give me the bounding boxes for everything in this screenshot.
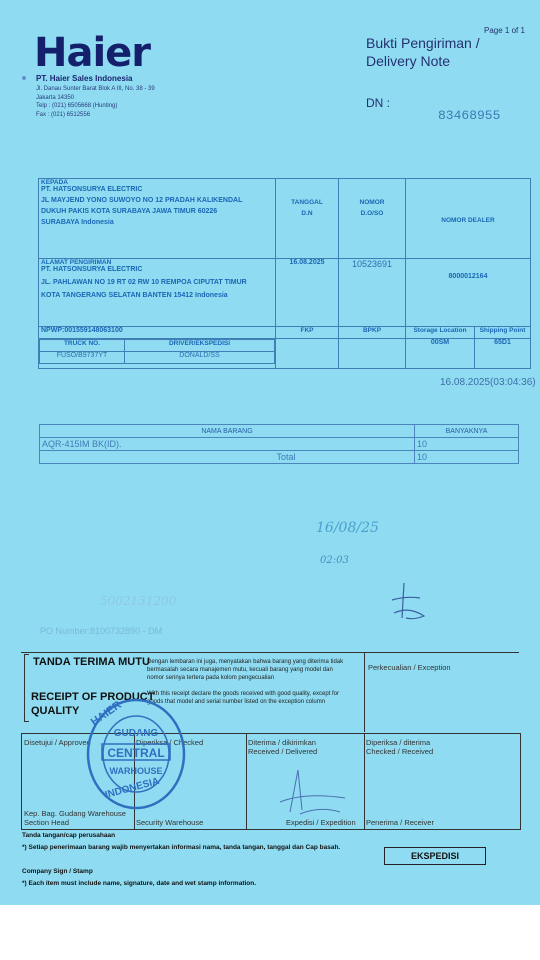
storage-value-cell bbox=[406, 339, 475, 369]
receipt-title-en-line1: RECEIPT OF PRODUCT bbox=[31, 691, 155, 703]
col-banyaknya: BANYAKNYA bbox=[415, 425, 519, 438]
bullet-dot bbox=[22, 76, 26, 80]
kepada-line: JL MAYJEND YONO SUWOYO NO 12 PRADAH KALIKENDAL bbox=[41, 197, 243, 204]
shipping-cell bbox=[475, 327, 531, 339]
driver-value: DONALD/SS bbox=[179, 352, 220, 359]
expedisi-label: Expedisi / Expedition bbox=[286, 818, 356, 827]
bpkp-value-cell bbox=[339, 339, 406, 369]
storage-cell bbox=[406, 327, 475, 339]
handwritten-note: 5002131200 bbox=[100, 594, 177, 608]
handwritten-date: 16/08/25 bbox=[316, 520, 379, 536]
stamp-ring-bottom: INDONESIA bbox=[103, 775, 161, 801]
fkp-label: FKP bbox=[300, 327, 314, 334]
warehouse-head-label: Kep. Bag. Gudang Warehouse Section Head bbox=[24, 809, 126, 827]
received-delivered-label: Diterima / dikirimkan Received / Delivered bbox=[248, 738, 318, 756]
alamat-line: PT. HATSONSURYA ELECTRIC bbox=[41, 266, 143, 273]
page-number: Page 1 of 1 bbox=[484, 26, 525, 35]
receiver-label: Penerima / Receiver bbox=[366, 818, 434, 827]
npwp-cell bbox=[39, 327, 276, 339]
items-table bbox=[39, 424, 519, 464]
address-line: Jakarta 14350 bbox=[36, 94, 75, 101]
signature-expedition bbox=[260, 762, 350, 818]
tanggal-value-cell bbox=[276, 259, 339, 327]
truck-value-cell bbox=[40, 352, 125, 364]
fkp-value-cell bbox=[276, 339, 339, 369]
title-line-1: Bukti Pengiriman / bbox=[366, 35, 480, 51]
tanggal-label: TANGGAL bbox=[291, 199, 323, 206]
total-qty: 10 bbox=[415, 451, 519, 464]
checked-label: Diperiksa / Checked bbox=[136, 738, 204, 747]
tanggal-value: 16.08.2025 bbox=[289, 259, 325, 266]
receipt-text-id: Dengan lembaran ini juga, menyatakan bahwa barang yang diterima tidak bermasalah secara manajemen mutu, kecuali barang yang model dan nomor serinya tertera pada kolom pengecualian bbox=[147, 659, 344, 681]
ekspedisi-label: EKSPEDISI bbox=[384, 847, 486, 865]
checked-received-label: Diperiksa / diterima Checked / Received bbox=[366, 738, 434, 756]
kepada-line: DUKUH PAKIS KOTA SURABAYA JAWA TIMUR 60226 bbox=[41, 208, 218, 215]
table-row bbox=[40, 438, 519, 451]
security-label: Security Warehouse bbox=[136, 818, 204, 827]
dealer-label: NOMOR DEALER bbox=[441, 217, 495, 224]
nomor-value: 10523691 bbox=[351, 259, 393, 269]
kepada-line: SURABAYA Indonesia bbox=[41, 219, 114, 226]
dn-label: DN : bbox=[366, 96, 390, 110]
driver-label: DRIVER/EKSPEDISI bbox=[168, 340, 231, 347]
truck-driver-cell bbox=[39, 339, 276, 369]
company-sign-note: *) Each item must include name, signature, date and wet stamp information. bbox=[22, 880, 257, 887]
alamat-cell bbox=[39, 259, 276, 327]
receiver-box bbox=[364, 734, 519, 829]
col-nama-barang: NAMA BARANG bbox=[40, 425, 415, 438]
total-label: Total bbox=[40, 451, 415, 464]
bpkp-cell bbox=[339, 327, 406, 339]
item-qty: 10 bbox=[415, 438, 519, 451]
kepada-line: PT. HATSONSURYA ELECTRIC bbox=[41, 186, 143, 193]
storage-label: Storage Location bbox=[413, 327, 467, 334]
truck-label: TRUCK NO. bbox=[63, 340, 101, 347]
receipt-title-en-line2: QUALITY bbox=[31, 705, 80, 717]
warehouse-stamp bbox=[84, 696, 188, 812]
shipping-value: 65D1 bbox=[494, 339, 511, 346]
nomor-sub: D.O/SO bbox=[360, 210, 384, 217]
receipt-bracket bbox=[24, 654, 29, 722]
document-title bbox=[366, 34, 480, 70]
bpkp-label: BPKP bbox=[362, 327, 382, 334]
exception-divider bbox=[364, 652, 365, 732]
shipping-label: Shipping Point bbox=[479, 327, 526, 334]
total-row bbox=[40, 451, 519, 464]
sign-note: *) Setiap penerimaan barang wajib menyertakan informasi nama, tanda tangan, tanggal dan Cap basah. bbox=[22, 844, 341, 851]
stamp-ring-left: HAIER bbox=[88, 698, 124, 729]
tanggal-cell bbox=[276, 179, 339, 259]
dealer-value: 8000012164 bbox=[448, 273, 488, 280]
po-number: PO Number:8100732890 - DM bbox=[40, 626, 163, 636]
nomor-value-cell bbox=[339, 259, 406, 327]
kepada-cell bbox=[39, 179, 276, 259]
storage-value: 00SM bbox=[430, 339, 450, 346]
item-name: AQR-415IM BK(ID). bbox=[40, 438, 415, 451]
driver-label-cell bbox=[125, 340, 275, 352]
signature-top bbox=[384, 578, 434, 628]
address-line: Telp : (021) 6505668 (Hunting) bbox=[36, 103, 118, 109]
title-line-2: Delivery Note bbox=[366, 53, 451, 69]
approved-label: Disetujui / Approved bbox=[24, 738, 91, 747]
address-line: Fax : (021) 6512556 bbox=[36, 111, 91, 118]
stamp-center-text: CENTRAL bbox=[107, 746, 165, 760]
alamat-line: JL. PAHLAWAN NO 19 RT 02 RW 10 REMPOA CIPUTAT TIMUR bbox=[41, 279, 247, 286]
delivery-info-table bbox=[38, 178, 531, 369]
receipt-title-id: TANDA TERIMA MUTU bbox=[33, 656, 150, 668]
truck-driver-table bbox=[39, 339, 275, 364]
tanggal-sub: D.N bbox=[301, 210, 313, 217]
address-line: Jl. Danau Sunter Barat Blok A III, No. 38 - 39 bbox=[36, 86, 155, 92]
exception-label: Perkecualian / Exception bbox=[368, 663, 451, 672]
stamp-top-text: GUDANG bbox=[113, 728, 159, 739]
haier-logo: Haier bbox=[34, 30, 151, 76]
driver-value-cell bbox=[125, 352, 275, 364]
dealer-value-cell bbox=[406, 259, 531, 327]
receipt-text-en: With this receipt declare the goods received with good quality, except for goods that model and serial number listed on the exception column bbox=[147, 691, 339, 705]
sign-title: Tanda tangan/cap perusahaan bbox=[22, 832, 116, 839]
alamat-line: KOTA TANGERANG SELATAN BANTEN 15412 Indonesia bbox=[41, 292, 228, 299]
nomor-cell bbox=[339, 179, 406, 259]
print-timestamp: 16.08.2025(03:04:36) bbox=[440, 377, 536, 388]
truck-label-cell bbox=[40, 340, 125, 352]
stamp-bottom-text: WARHOUSE bbox=[109, 766, 163, 776]
dn-number: 83468955 bbox=[438, 108, 501, 123]
handwritten-time: 02:03 bbox=[320, 555, 349, 566]
nomor-label: NOMOR bbox=[359, 199, 385, 206]
company-address bbox=[36, 85, 155, 119]
shipping-value-cell bbox=[475, 339, 531, 369]
truck-value: FUSO/B9737YT bbox=[56, 352, 108, 359]
kepada-label: KEPADA bbox=[41, 179, 68, 186]
npwp-number: NPWP:001559148063100 bbox=[41, 327, 123, 334]
dealer-cell bbox=[406, 179, 531, 259]
fkp-cell bbox=[276, 327, 339, 339]
alamat-label: ALAMAT PENGIRIMAN bbox=[41, 259, 112, 266]
company-name: PT. Haier Sales Indonesia bbox=[36, 74, 133, 83]
company-sign-title: Company Sign / Stamp bbox=[22, 868, 93, 875]
